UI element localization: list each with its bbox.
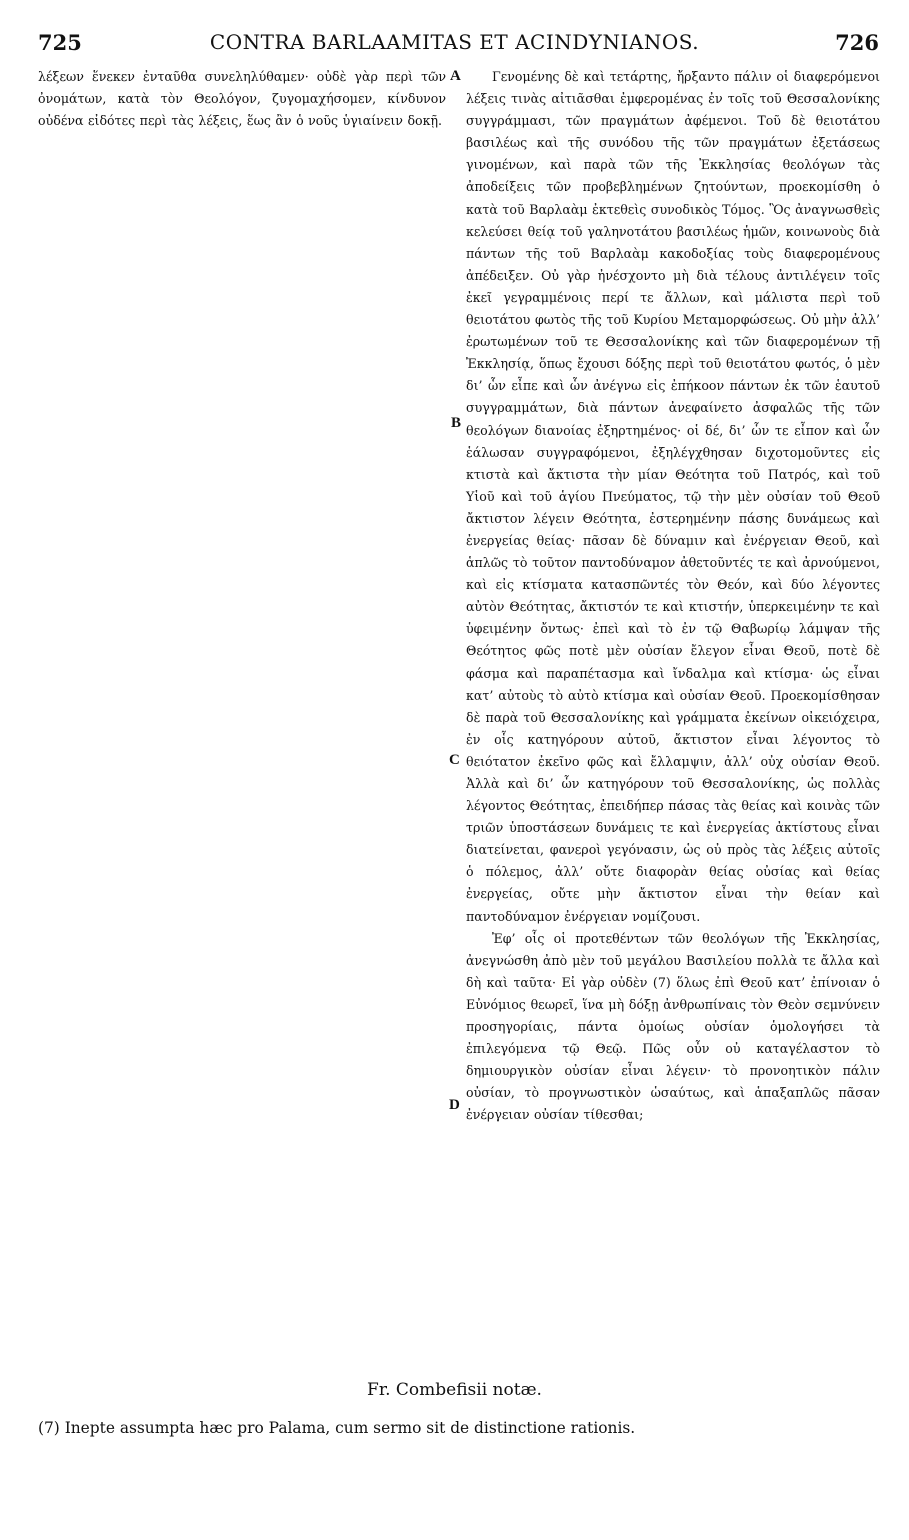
section-marker-a: A	[450, 68, 461, 84]
left-paragraph-1: λέξεων ἕνεκεν ἐνταῦθα συνεληλύθαμεν· οὐδὲ γὰρ περὶ τῶν ὀνομάτων, κατὰ τὸν Θεολόγον, ζυγομαχήσομεν, κίνδυνον οὐδένα εἰδότες περὶ τὰς λέξεις, ἕως ἂν ὁ νοῦς ὑγιαίνειν δοκῇ.	[38, 69, 446, 129]
right-paragraph-2: Ἐφ’ οἷς οἱ προτεθέντων τῶν θεολόγων τῆς Ἐκκλησίας, ἀνεγνώσθη ἀπὸ μὲν τοῦ μεγάλου Βασιλείου πολλὰ τε ἄλλα καὶ δὴ καὶ ταῦτα· Εἰ γὰρ οὐδὲν (7) ὅλως ἐπὶ Θεοῦ κατ’ ἐπίνοιαν ὁ Εὐνόμιος θεωρεῖ, ἵνα μὴ δόξῃ ἀνθρωπίναις τὸν Θεὸν σεμνύνειν προσηγορίαις, πάντα ὁμοίως οὐσίαν ὁμολογήσει τὰ ἐπιλεγόμενα τῷ Θεῷ. Πῶς οὖν οὐ καταγέλαστον τὸ δημιουργικὸν οὐσίαν εἶναι λέγειν· τὸ προνοητικὸν πάλιν οὐσίαν, τὸ προγνωστικὸν ὡσαύτως, καὶ ἁπαξαπλῶς πᾶσαν ἐνέργειαν οὐσίαν τίθεσθαι;	[466, 930, 880, 1123]
left-column	[38, 66, 446, 132]
notes-heading: Fr. Combefisii notæ.	[367, 1380, 542, 1400]
section-marker-d: D	[449, 1097, 460, 1113]
page-header	[30, 30, 879, 60]
right-paragraph-1: Γενομένης δὲ καὶ τετάρτης, ἤρξαντο πάλιν οἱ διαφερόμενοι λέξεις τινὰς αἰτιᾶσθαι ἐμφερομένας ἐν τοῖς τοῦ Θεσσαλονίκης συγγράμμασι, τῶν πραγμάτων ἀφέμενοι. Τοῦ δὲ θειοτάτου βασιλέως καὶ τῆς συνόδου τῆς τῶν πραγμάτων ἐξετάσεως γινομένων, καὶ παρὰ τῶν τῆς Ἐκκλησίας θεολόγων τὰς ἀποδείξεις τῶν προβεβλημένων ζητούντων, προεκομίσθη ὁ κατὰ τοῦ Βαρλαὰμ ἐκτεθεὶς συνοδικὸς Τόμος. Ὃς ἀναγνωσθεὶς κελεύσει θείᾳ τοῦ γαληνοτάτου βασιλέως ἡμῶν, κοινωνοὺς διὰ πάντων τῆς τοῦ Βαρλαὰμ κακοδοξίας τοὺς διαφερομένους ἀπέδειξεν. Οὐ γὰρ ἠνέσχοντο μὴ διὰ τέλους ἀντιλέγειν τοῖς ἐκεῖ γεγραμμένοις περί τε ἄλλων, καὶ μάλιστα περὶ τοῦ θειοτάτου φωτὸς τῆς τοῦ Κυρίου Μεταμορφώσεως. Οὐ μὴν ἀλλ’ ἐρωτωμένων τοῦ τε Θεσσαλονίκης καὶ τῶν διαφερομένων τῇ Ἐκκλησίᾳ, ὅπως ἔχουσι δόξης περὶ τοῦ θειοτάτου φωτός, ὁ μὲν δι’ ὧν εἶπε καὶ ὧν ἀνέγνω εἰς ἐπήκοον πάντων ἐκ τῶν ἑαυτοῦ συγγραμμάτων, διὰ πάντων ἀνεφαίνετο ἀσφαλῶς τῆς τῶν θεολόγων διανοίας ἐξηρτημένος· οἱ δέ, δι’ ὧν τε εἶπον καὶ ὧν ἑάλωσαν συγγραφόμενοι, ἐξηλέγχθησαν διχοτομοῦντες εἰς κτιστὰ καὶ ἄκτιστα τὴν μίαν Θεότητα τοῦ Πατρός, καὶ τοῦ Υἱοῦ καὶ τοῦ ἁγίου Πνεύματος, τῷ τὴν μὲν οὐσίαν τοῦ Θεοῦ ἄκτιστον λέγειν Θεότητα, ἐστερημένην πάσης δυνάμεως καὶ ἐνεργείας θείας· πᾶσαν δὲ δύναμιν καὶ ἐνέργειαν Θεοῦ, καὶ ἁπλῶς τὸ τοῦτον παντοδύναμον ἀθετοῦντές τε καὶ ἀρνούμενοι, καὶ εἰς κτίσματα κατασπῶντές τὸν Θεόν, καὶ δύο λέγοντες αὐτὸν Θεότητας, ἄκτιστόν τε καὶ κτιστήν, ὑπερκειμένην τε καὶ ὑφειμένην ὄντως· ἐπεὶ καὶ τὸ ἐν τῷ Θαβωρίῳ λάμψαν τῆς Θεότητος φῶς ποτὲ μὲν οὐσίαν ἔλεγον εἶναι Θεοῦ, ποτὲ δὲ φάσμα καὶ παραπέτασμα καὶ ἴνδαλμα καὶ κτίσμα· ὡς εἶναι κατ’ αὐτοὺς τὸ αὐτὸ κτίσμα καὶ οὐσίαν Θεοῦ. Προεκομίσθησαν δὲ παρὰ τοῦ Θεσσαλονίκης καὶ γράμματα ἐκείνων οἰκειόχειρα, ἐν οἷς κατηγόρουν αὐτοῦ, ἄκτιστον εἶναι λέγοντος τὸ θειότατον ἐκεῖνο φῶς καὶ ἔλλαμψιν, ἀλλ’ οὐχ οὐσίαν Θεοῦ. Ἀλλὰ καὶ δι’ ὧν κατηγόρουν τοῦ Θεσσαλονίκης, ὡς πολλὰς λέγοντος Θεότητας, ἐπειδήπερ πάσας τὰς θείας καὶ κοινὰς τῶν τριῶν ὑποστάσεων δυνάμεις τε καὶ ἐνεργείας ἀκτίστους εἶναι διατείνεται, φανεροὶ γεγόνασιν, ὡς οὐ πρὸς τὰς λέξεις αὐτοῖς ὁ πόλεμος, ἀλλ’ οὔτε διαφορὰν θείας οὐσίας καὶ θείας ἐνεργείας, οὔτε μὴν ἄκτιστον εἶναι τὴν θείαν καὶ παντοδύναμον ἐνέργειαν νομίζουσι.	[466, 69, 880, 924]
section-marker-b: B	[451, 415, 462, 431]
page-number-left: 725	[38, 30, 82, 55]
right-column	[466, 66, 880, 1127]
section-marker-c: C	[449, 752, 460, 768]
footnote-7: (7) Inepte assumpta hæc pro Palama, cum sermo sit de distinctione rationis.	[38, 1419, 636, 1437]
page-number-right: 726	[835, 30, 879, 55]
running-title: CONTRA BARLAAMITAS ET ACINDYNIANOS.	[209, 30, 700, 54]
